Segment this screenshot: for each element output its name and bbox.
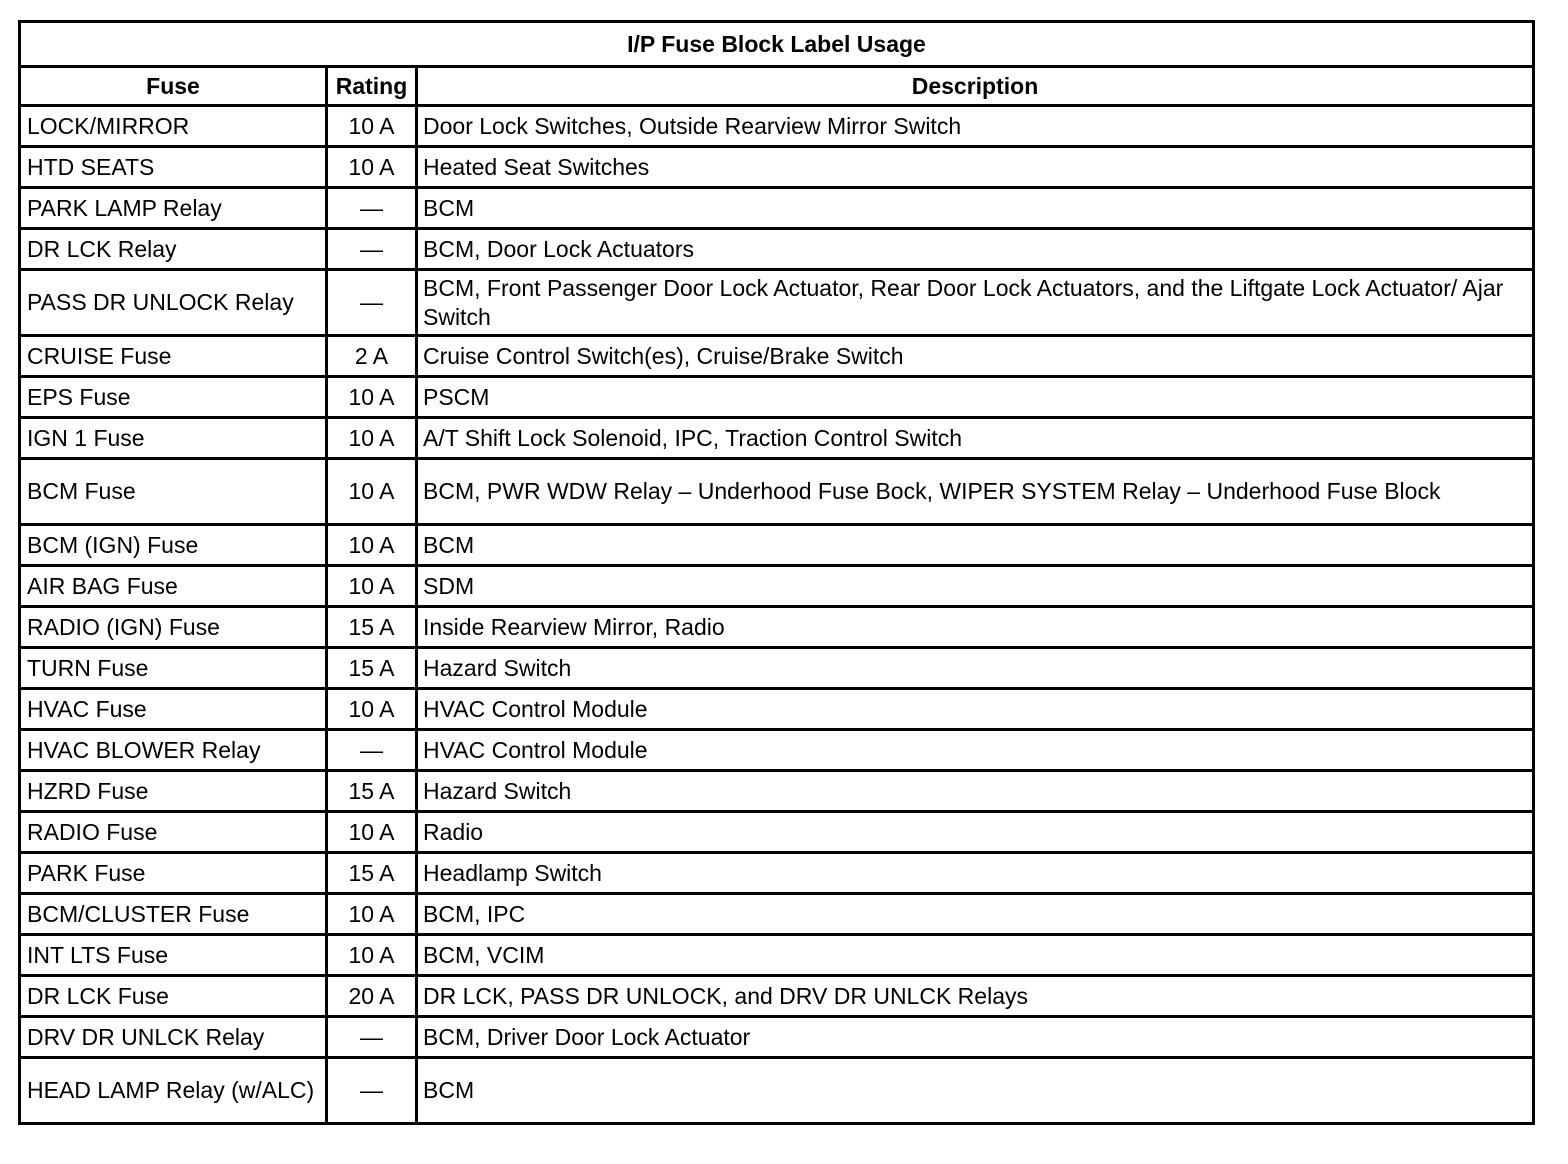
description-cell: Headlamp Switch <box>417 853 1534 894</box>
rating-cell: 10 A <box>327 935 417 976</box>
column-header-description: Description <box>417 67 1534 106</box>
rating-cell: 10 A <box>327 418 417 459</box>
rating-cell: 10 A <box>327 566 417 607</box>
rating-cell: 20 A <box>327 976 417 1017</box>
column-header-rating: Rating <box>327 67 417 106</box>
fuse-cell: RADIO (IGN) Fuse <box>20 607 327 648</box>
fuse-cell: LOCK/MIRROR <box>20 106 327 147</box>
description-cell: A/T Shift Lock Solenoid, IPC, Traction Control Switch <box>417 418 1534 459</box>
rating-cell: 2 A <box>327 336 417 377</box>
rating-cell: 10 A <box>327 689 417 730</box>
table-row <box>20 1017 1534 1058</box>
table-row <box>20 377 1534 418</box>
table-row <box>20 188 1534 229</box>
rating-cell: 15 A <box>327 648 417 689</box>
table-row <box>20 648 1534 689</box>
rating-cell: — <box>327 730 417 771</box>
rating-cell: — <box>327 188 417 229</box>
table-row <box>20 566 1534 607</box>
table-row <box>20 1058 1534 1124</box>
fuse-cell: TURN Fuse <box>20 648 327 689</box>
fuse-cell: DR LCK Fuse <box>20 976 327 1017</box>
fuse-cell: DRV DR UNLCK Relay <box>20 1017 327 1058</box>
rating-cell: 10 A <box>327 459 417 525</box>
description-cell: BCM <box>417 188 1534 229</box>
table-title: I/P Fuse Block Label Usage <box>20 22 1534 67</box>
fuse-cell: AIR BAG Fuse <box>20 566 327 607</box>
rating-cell: — <box>327 1017 417 1058</box>
fuse-cell: RADIO Fuse <box>20 812 327 853</box>
description-cell: Inside Rearview Mirror, Radio <box>417 607 1534 648</box>
fuse-cell: CRUISE Fuse <box>20 336 327 377</box>
table-header-row <box>20 67 1534 106</box>
fuse-cell: PASS DR UNLOCK Relay <box>20 270 327 336</box>
fuse-cell: PARK LAMP Relay <box>20 188 327 229</box>
table-row <box>20 894 1534 935</box>
description-cell: SDM <box>417 566 1534 607</box>
table-row <box>20 730 1534 771</box>
table-row <box>20 336 1534 377</box>
description-cell: DR LCK, PASS DR UNLOCK, and DRV DR UNLCK Relays <box>417 976 1534 1017</box>
table-row <box>20 853 1534 894</box>
table-row <box>20 771 1534 812</box>
table-row <box>20 459 1534 525</box>
description-cell: BCM, IPC <box>417 894 1534 935</box>
rating-cell: — <box>327 270 417 336</box>
description-cell: BCM <box>417 1058 1534 1124</box>
description-cell: Heated Seat Switches <box>417 147 1534 188</box>
rating-cell: 15 A <box>327 771 417 812</box>
fuse-cell: HEAD LAMP Relay (w/ALC) <box>20 1058 327 1124</box>
description-cell: Cruise Control Switch(es), Cruise/Brake Switch <box>417 336 1534 377</box>
description-cell: HVAC Control Module <box>417 730 1534 771</box>
fuse-cell: EPS Fuse <box>20 377 327 418</box>
description-cell: Hazard Switch <box>417 771 1534 812</box>
description-cell: Radio <box>417 812 1534 853</box>
table-row <box>20 418 1534 459</box>
fuse-cell: IGN 1 Fuse <box>20 418 327 459</box>
description-cell: PSCM <box>417 377 1534 418</box>
table-row <box>20 976 1534 1017</box>
table-row <box>20 525 1534 566</box>
fuse-cell: INT LTS Fuse <box>20 935 327 976</box>
fuse-block-table <box>18 20 1535 1125</box>
description-cell: BCM, Driver Door Lock Actuator <box>417 1017 1534 1058</box>
fuse-cell: HTD SEATS <box>20 147 327 188</box>
rating-cell: 10 A <box>327 377 417 418</box>
table-row <box>20 147 1534 188</box>
column-header-fuse: Fuse <box>20 67 327 106</box>
rating-cell: 10 A <box>327 147 417 188</box>
table-row <box>20 270 1534 336</box>
fuse-cell: PARK Fuse <box>20 853 327 894</box>
fuse-cell: BCM Fuse <box>20 459 327 525</box>
table-row <box>20 935 1534 976</box>
description-cell: BCM, Front Passenger Door Lock Actuator, Rear Door Lock Actuators, and the Liftgate Lock Actuator/ Ajar Switch <box>417 270 1534 336</box>
rating-cell: 10 A <box>327 106 417 147</box>
table-row <box>20 812 1534 853</box>
fuse-cell: BCM (IGN) Fuse <box>20 525 327 566</box>
rating-cell: 10 A <box>327 812 417 853</box>
description-cell: BCM, Door Lock Actuators <box>417 229 1534 270</box>
fuse-cell: HZRD Fuse <box>20 771 327 812</box>
table-row <box>20 106 1534 147</box>
fuse-cell: HVAC Fuse <box>20 689 327 730</box>
fuse-cell: HVAC BLOWER Relay <box>20 730 327 771</box>
fuse-cell: BCM/CLUSTER Fuse <box>20 894 327 935</box>
description-cell: BCM, VCIM <box>417 935 1534 976</box>
description-cell: Hazard Switch <box>417 648 1534 689</box>
table-row <box>20 607 1534 648</box>
rating-cell: — <box>327 229 417 270</box>
table-row <box>20 229 1534 270</box>
fuse-table-container <box>18 20 1532 1125</box>
rating-cell: — <box>327 1058 417 1124</box>
rating-cell: 10 A <box>327 894 417 935</box>
description-cell: BCM <box>417 525 1534 566</box>
fuse-cell: DR LCK Relay <box>20 229 327 270</box>
rating-cell: 15 A <box>327 607 417 648</box>
description-cell: BCM, PWR WDW Relay – Underhood Fuse Bock, WIPER SYSTEM Relay – Underhood Fuse Block <box>417 459 1534 525</box>
description-cell: HVAC Control Module <box>417 689 1534 730</box>
rating-cell: 15 A <box>327 853 417 894</box>
table-title-row <box>20 22 1534 67</box>
table-row <box>20 689 1534 730</box>
rating-cell: 10 A <box>327 525 417 566</box>
description-cell: Door Lock Switches, Outside Rearview Mirror Switch <box>417 106 1534 147</box>
